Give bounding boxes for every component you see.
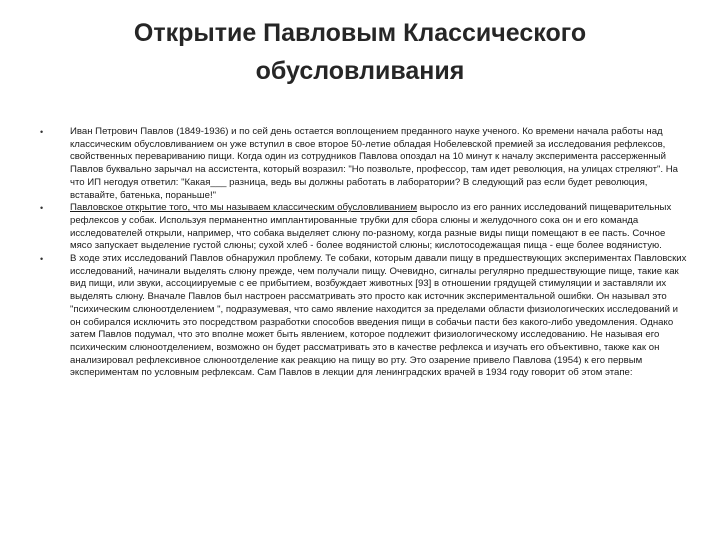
paragraph-1-text: Иван Петрович Павлов (1849-1936) и по сей день остается воплощением преданного науке ученого. Ко времени начала работы над классическим обусловливанием он уже вступил в свое второе 50-летие обладая Нобелевской премией за исследования рефлексов, свойственных перевариванию пищи. Когда один из сотрудников Павлова опоздал на 10 минут к началу эксперимента рассерженный Павлов буквально зарычал на ассистента, который возразил: "Но позвольте, профессор, там идет революция, на улицах стреляют". На что ИП негодуя ответил: "Какая___ разница, ведь вы должны работать в лаборатории? В следующий раз если будет революция, вставайте, батенька, пораньше!" xyxy=(70,126,678,201)
paragraph-2-underlined: Павловское открытие того, что мы называем классическим обусловливанием xyxy=(70,202,418,214)
bullet-item-2 xyxy=(40,202,690,253)
bullet-list xyxy=(40,126,690,380)
bullet-item-1 xyxy=(40,126,690,202)
bullet-icon: • xyxy=(40,203,44,214)
paragraph-2-text: выросло из его ранних исследований пищеварительных рефлексов у собак. Используя перманентно имплантированные трубки для сбора слюны и желудочного сока он и его команда исследователей открыли, например, что собака выделяет слюну по-разному, когда разные виды пищи помещают в ее пасть. Сочное мясо запускает выделение густой слюны; сухой хлеб - более водянистой слюны; кислотосодежащая пища - еще более водянистую. xyxy=(70,202,672,252)
slide-title xyxy=(60,14,660,90)
bullet-item-3 xyxy=(40,253,690,380)
bullet-icon: • xyxy=(40,127,44,137)
paragraph-3-text: В ходе этих исследований Павлов обнаружил проблему. Те собаки, которым давали пищу в предшествующих экспериментах Павловских исследований, начинали выделять слюну прежде, чем получали пищу. Очевидно, сигналы регулярно предшествующие пище, такие как вид пищи, или звуки, ассоциируемые с ее прибытием, возбуждает животных [93] в отношении грядущей стимуляции и заставляли их выделять слюну. Вначале Павлов был настроен рассматривать это просто как источник экспериментальной ошибки. Он называл это "психическим слюноотделением ", подразумевая, что само явление находится за пределами области физиологических исследований и он собирался исключить это посредством разработки способов введения пищи в собачьи пасти без какого-либо уведомления. Однако затем Павлов подумал, что это вполне может быть явлением, которое подлежит физиологическому исследованию. Не называя его психическим слюноотделением, возможно он будет рассматривать это в качестве рефлекса и изучать его объективно, также как он анализировал рефлексивное слюноотделение как реакцию на пищу во рту. Это озарение привело Павлова (1954) к его первым экспериментам по условным рефлексам. Сам Павлов в лекции для ленинградских врачей в 1934 году говорит об этом этапе: xyxy=(70,253,687,379)
bullet-icon: • xyxy=(40,254,44,265)
title-line-1: Открытие Павловым Классического xyxy=(133,19,587,47)
title-line-2: обусловливания xyxy=(255,57,465,85)
